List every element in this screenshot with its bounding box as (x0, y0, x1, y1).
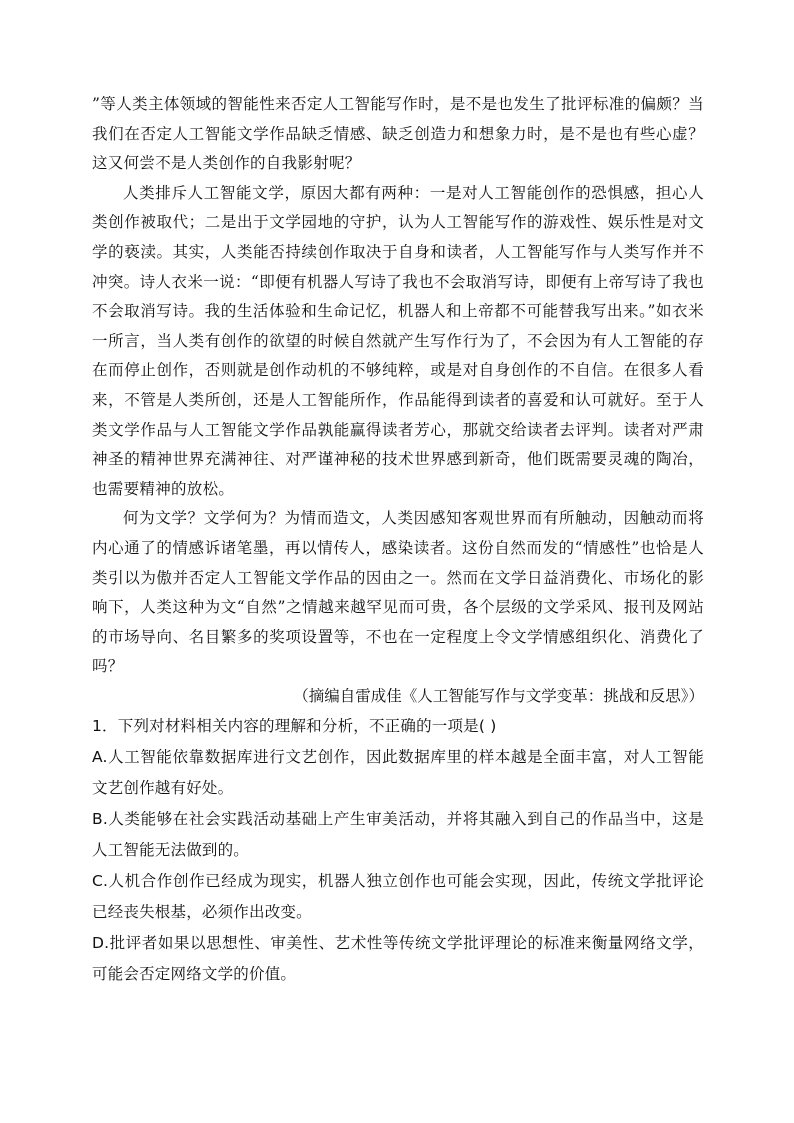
option-a: A.人工智能依靠数据库进行文艺创作，因此数据库里的样本越是全面丰富，对人工智能文艺创作越有好处。 (92, 748, 704, 798)
question-stem: 1．下列对材料相关内容的理解和分析，不正确的一项是( ) (92, 717, 497, 736)
question-1 (92, 711, 704, 990)
article-paragraph-3: 何为文学？文学何为？为情而造文，人类因感知客观世界而有所触动，因触动而将内心通了的情感诉诸笔墨，再以情传人，感染读者。这份自然而发的“情感性”也恰是人类引以为傲并否定人工智能文学作品的因由之一。然而在文学日益消费化、市场化的影响下，人类这种为文“自然”之情越来越罕见而可贵，各个层级的文学采风、报刊及网站的市场导向、名目繁多的奖项设置等，不也在一定程度上令文学情感组织化、消费化了吗？ (92, 509, 704, 676)
option-c: C.人机合作创作已经成为现实，机器人独立创作也可能会实现，因此，传统文学批评论已经丧失根基，必须作出改变。 (92, 872, 704, 922)
document-page (92, 90, 704, 990)
option-d: D.批评者如果以思想性、审美性、艺术性等传统文学批评理论的标准来衡量网络文学，可能会否定网络文学的价值。 (92, 934, 704, 984)
article-source: （摘编自雷成佳《人工智能写作与文学变革：挑战和反思》） (293, 686, 704, 705)
option-b: B.人类能够在社会实践活动基础上产生审美活动，并将其融入到自己的作品当中，这是人工智能无法做到的。 (92, 810, 704, 860)
article-paragraph-1: ”等人类主体领域的智能性来否定人工智能写作时，是不是也发生了批评标准的偏颇？当我们在否定人工智能文学作品缺乏情感、缺乏创造力和想象力时，是不是也有些心虚？这又何尝不是人类创作的自我影射呢？ (92, 95, 704, 173)
article-paragraph-2: 人类排斥人工智能文学，原因大都有两种：一是对人工智能创作的恐惧感，担心人类创作被取代；二是出于文学园地的守护，认为人工智能写作的游戏性、娱乐性是对文学的亵渎。其实，人类能否持续创作取决于自身和读者，人工智能写作与人类写作并不冲突。诗人衣米一说：“即便有机器人写诗了我也不会取消写诗，即便有上帝写诗了我也不会取消写诗。我的生活体验和生命记忆，机器人和上帝都不可能替我写出来。”如衣米一所言，当人类有创作的欲望的时候自然就产生写作行为了，不会因为有人工智能的存在而停止创作，否则就是创作动机的不够纯粹，或是对自身创作的不自信。在很多人看来，不管是人类所创，还是人工智能所作，作品能得到读者的喜爱和认可就好。至于人类文学作品与人工智能文学作品孰能赢得读者芳心，那就交给读者去评判。读者对严肃神圣的精神世界充满神往、对严谨神秘的技术世界感到新奇，他们既需要灵魂的陶冶，也需要精神的放松。 (92, 183, 704, 498)
